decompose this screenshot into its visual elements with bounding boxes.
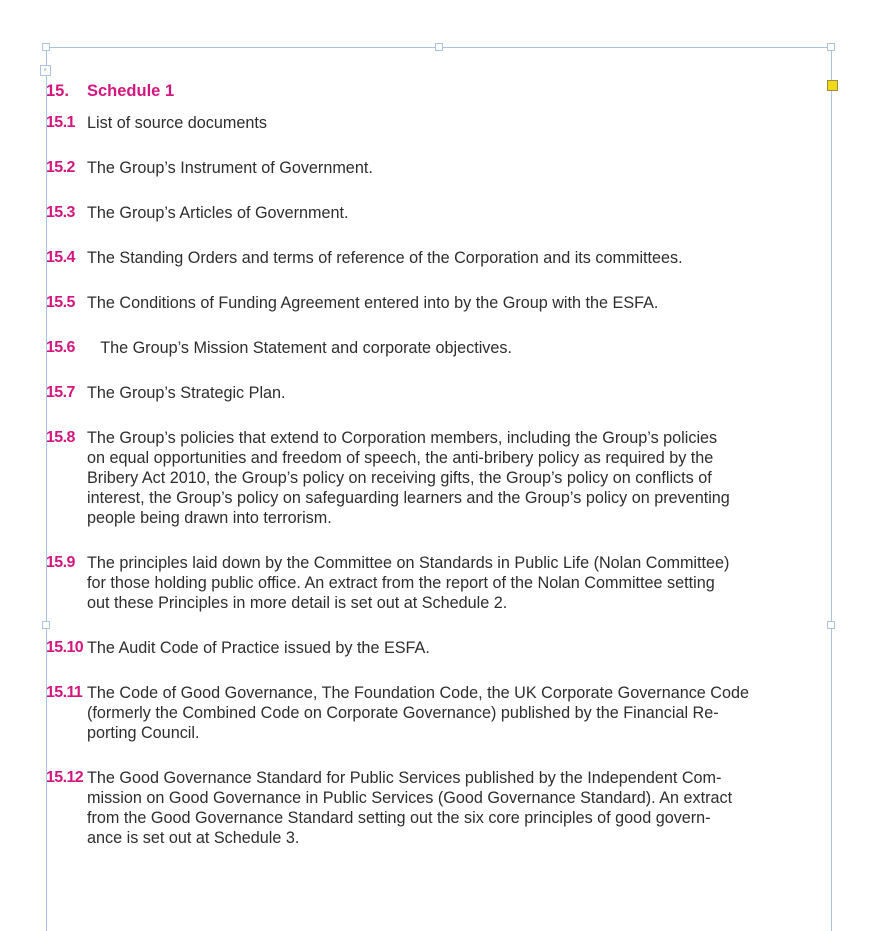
- item-number: 15.9: [46, 554, 75, 571]
- item-text: The Standing Orders and terms of reference of the Corporation and its committees.: [87, 249, 683, 267]
- item-number: 15.8: [46, 429, 75, 446]
- list-item: [46, 683, 836, 743]
- item-number: 15.1: [46, 114, 75, 131]
- frame-handle-top-left[interactable]: [42, 43, 50, 51]
- item-text: The Conditions of Funding Agreement entered into by the Group with the ESFA.: [87, 294, 659, 312]
- item-number: 15.4: [46, 249, 75, 266]
- item-text: The Audit Code of Practice issued by the ESFA.: [87, 639, 430, 657]
- item-number: 15.3: [46, 204, 75, 221]
- text-frame-content: [46, 80, 836, 848]
- in-port-icon[interactable]: ▸: [40, 65, 51, 76]
- item-number: 15.12: [46, 769, 84, 786]
- item-number: 15.11: [46, 684, 83, 701]
- list-item: [46, 768, 836, 848]
- item-text: The Code of Good Governance, The Foundation Code, the UK Corporate Governance Code (formerly the Combined Code on Corporate Governance) published by the Financial Re- porting Council.: [87, 684, 749, 742]
- item-text: The Group’s policies that extend to Corporation members, including the Group’s policies on equal opportunities and freedom of speech, the anti-bribery policy as required by the Bribery Act 2010, the Group’s policy on receiving gifts, the Group’s policy on conflicts of interest, the Group’s policy on safeguarding learners and the Group’s policy on preventing people being drawn into terrorism.: [87, 429, 730, 527]
- item-number: 15.10: [46, 639, 84, 656]
- list-item: [46, 113, 836, 133]
- item-number: 15.7: [46, 384, 75, 401]
- item-number: 15.6: [46, 339, 75, 356]
- list-item: [46, 383, 836, 403]
- frame-handle-top-center[interactable]: [435, 43, 443, 51]
- section-number: 15.: [46, 82, 69, 100]
- list-item: [46, 553, 836, 613]
- item-text: The principles laid down by the Committee on Standards in Public Life (Nolan Committee) for those holding public office. An extract from the report of the Nolan Committee setting out these Principles in more detail is set out at Schedule 2.: [87, 554, 730, 612]
- item-text: The Group’s Articles of Government.: [87, 204, 349, 222]
- item-number: 15.2: [46, 159, 75, 176]
- item-text: The Group’s Strategic Plan.: [87, 384, 286, 402]
- list-item: [46, 638, 836, 658]
- list-item: [46, 158, 836, 178]
- list-item: [46, 248, 836, 268]
- item-text: The Group’s Mission Statement and corporate objectives.: [87, 339, 512, 357]
- item-text: The Good Governance Standard for Public Services published by the Independent Com- mission on Good Governance in Public Services (Good Governance Standard). An extract from the Good Governance Standard setting out the six core principles of good govern- ance is set out at Schedule 3.: [87, 769, 733, 847]
- list-item: [46, 203, 836, 223]
- frame-handle-top-right[interactable]: [827, 43, 835, 51]
- section-title: Schedule 1: [87, 82, 175, 100]
- item-number: 15.5: [46, 294, 75, 311]
- item-text: The Group’s Instrument of Government.: [87, 159, 373, 177]
- list-item: [46, 338, 836, 358]
- item-text: List of source documents: [87, 114, 267, 132]
- list-item: [46, 428, 836, 528]
- section-heading: [46, 80, 836, 102]
- list-item: [46, 293, 836, 313]
